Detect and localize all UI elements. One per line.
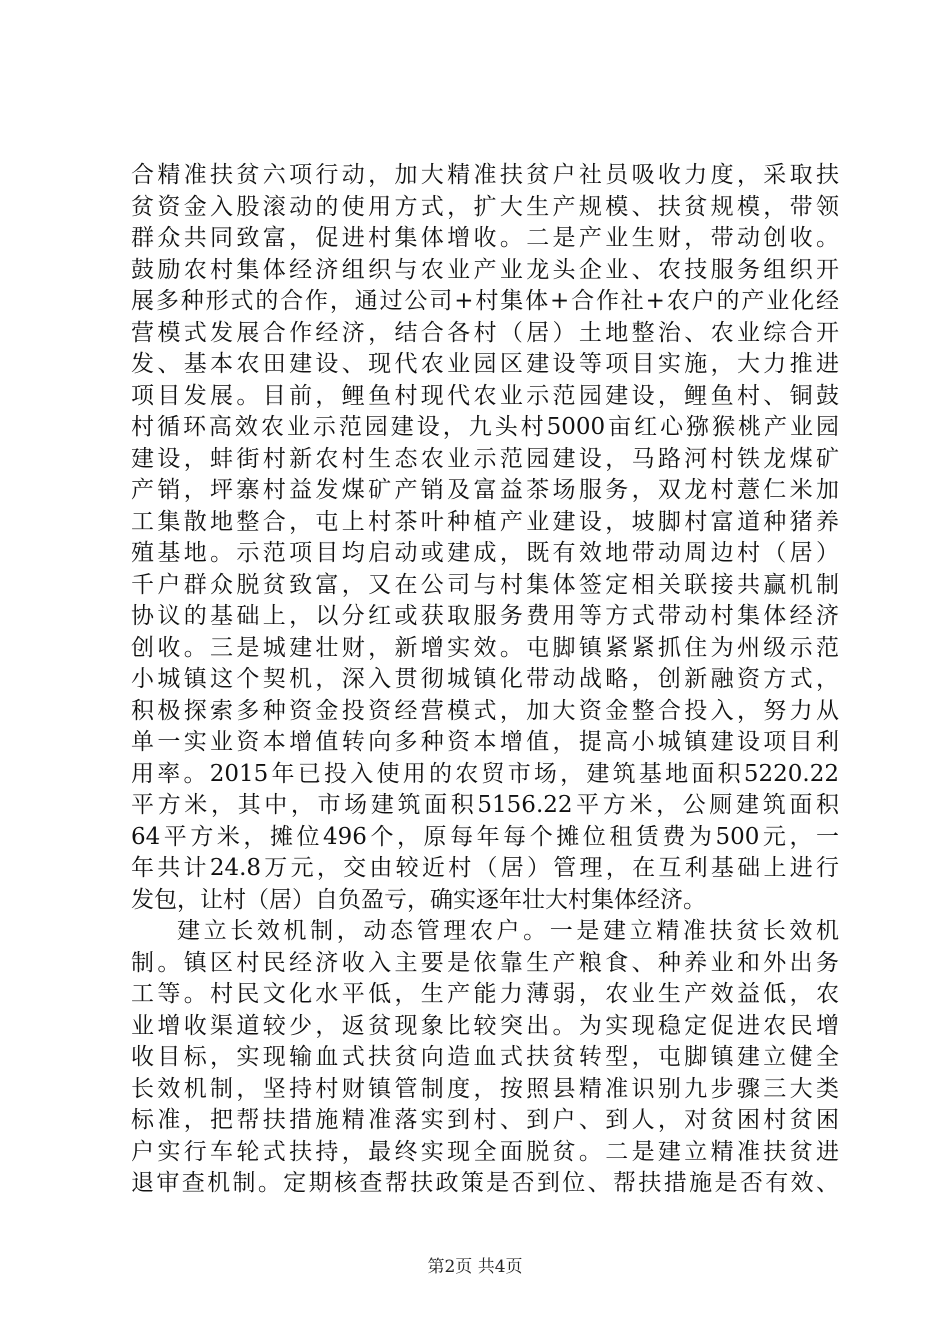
text-line: 展多种形式的合作，通过公司+村集体+合作社+农户的产业化经 <box>131 288 839 314</box>
text-line: 营模式发展合作经济，结合各村（居）土地整治、农业综合开 <box>131 319 839 346</box>
text-line: 退审查机制。定期核查帮扶政策是否到位、帮扶措施是否有效、 <box>131 1170 839 1196</box>
text-line: 协议的基础上，以分红或获取服务费用等方式带动村集体经济 <box>131 603 839 629</box>
text-line: 合精准扶贫六项行动，加大精准扶贫户社员吸收力度，采取扶 <box>131 162 839 188</box>
text-line: 创收。三是城建壮财，新增实效。屯脚镇紧紧抓住为州级示范 <box>131 634 839 661</box>
text-line: 年共计24.8万元，交由较近村（居）管理，在互利基础上进行 <box>131 855 839 881</box>
text-line: 收目标，实现输血式扶贫向造血式扶贫转型，屯脚镇建立健全 <box>131 1044 839 1070</box>
text-line: 标准，把帮扶措施精准落实到村、到户、到人，对贫困村贫困 <box>131 1107 839 1133</box>
text-line: 发包，让村（居）自负盈亏，确实逐年壮大村集体经济。 <box>131 886 706 913</box>
document-body <box>131 160 839 1200</box>
text-line: 发、基本农田建设、现代农业园区建设等项目实施，大力推进 <box>131 351 839 377</box>
text-line: 积极探索多种资金投资经营模式，加大资金整合投入，努力从 <box>131 697 839 724</box>
text-line: 工等。村民文化水平低，生产能力薄弱，农业生产效益低，农 <box>131 981 839 1007</box>
text-line: 户实行车轮式扶持，最终实现全面脱贫。二是建立精准扶贫进 <box>131 1138 839 1165</box>
page-number-label: 第2页 共4页 <box>427 1257 523 1277</box>
text-line: 建设，蚌街村新农村生态农业示范园建设，马路河村铁龙煤矿 <box>131 445 839 472</box>
text-line: 单一实业资本增值转向多种资本增值，提高小城镇建设项目利 <box>131 729 839 755</box>
text-line: 工集散地整合，屯上村茶叶种植产业建设，坡脚村富道种猪养 <box>131 508 839 535</box>
text-line: 业增收渠道较少，返贫现象比较突出。为实现稳定促进农民增 <box>131 1012 839 1039</box>
text-line: 用率。2015年已投入使用的农贸市场，建筑基地面积5220.22 <box>131 760 839 787</box>
text-line: 群众共同致富，促进村集体增收。二是产业生财，带动创收。 <box>131 225 839 251</box>
text-line: 村循环高效农业示范园建设，九头村5000亩红心猕猴桃产业园 <box>131 414 839 440</box>
text-line: 平方米，其中，市场建筑面积5156.22平方米，公厕建筑面积 <box>131 792 839 818</box>
page-footer <box>0 1252 950 1277</box>
text-line: 产销，坪寨村益发煤矿产销及富益茶场服务，双龙村薏仁米加 <box>131 477 839 503</box>
text-line: 小城镇这个契机，深入贯彻城镇化带动战略，创新融资方式， <box>131 666 839 692</box>
text-line: 长效机制，坚持村财镇管制度，按照县精准识别九步骤三大类 <box>131 1075 839 1102</box>
text-line: 64平方米，摊位496个，原每年每个摊位租赁费为500元，一 <box>131 823 839 850</box>
text-line: 建立长效机制，动态管理农户。一是建立精准扶贫长效机 <box>177 918 839 944</box>
text-line: 千户群众脱贫致富，又在公司与村集体签定相关联接共赢机制 <box>131 571 839 598</box>
text-line: 鼓励农村集体经济组织与农业产业龙头企业、农技服务组织开 <box>131 256 839 283</box>
text-line: 殖基地。示范项目均启动或建成，既有效地带动周边村（居） <box>131 540 839 566</box>
text-line: 制。镇区村民经济收入主要是依靠生产粮食、种养业和外出务 <box>131 949 839 976</box>
paragraph-1 <box>131 160 839 916</box>
paragraph-2 <box>131 916 839 1200</box>
text-line: 贫资金入股滚动的使用方式，扩大生产规模、扶贫规模，带领 <box>131 193 839 220</box>
text-line: 项目发展。目前，鲤鱼村现代农业示范园建设，鲤鱼村、铜鼓 <box>131 382 839 409</box>
